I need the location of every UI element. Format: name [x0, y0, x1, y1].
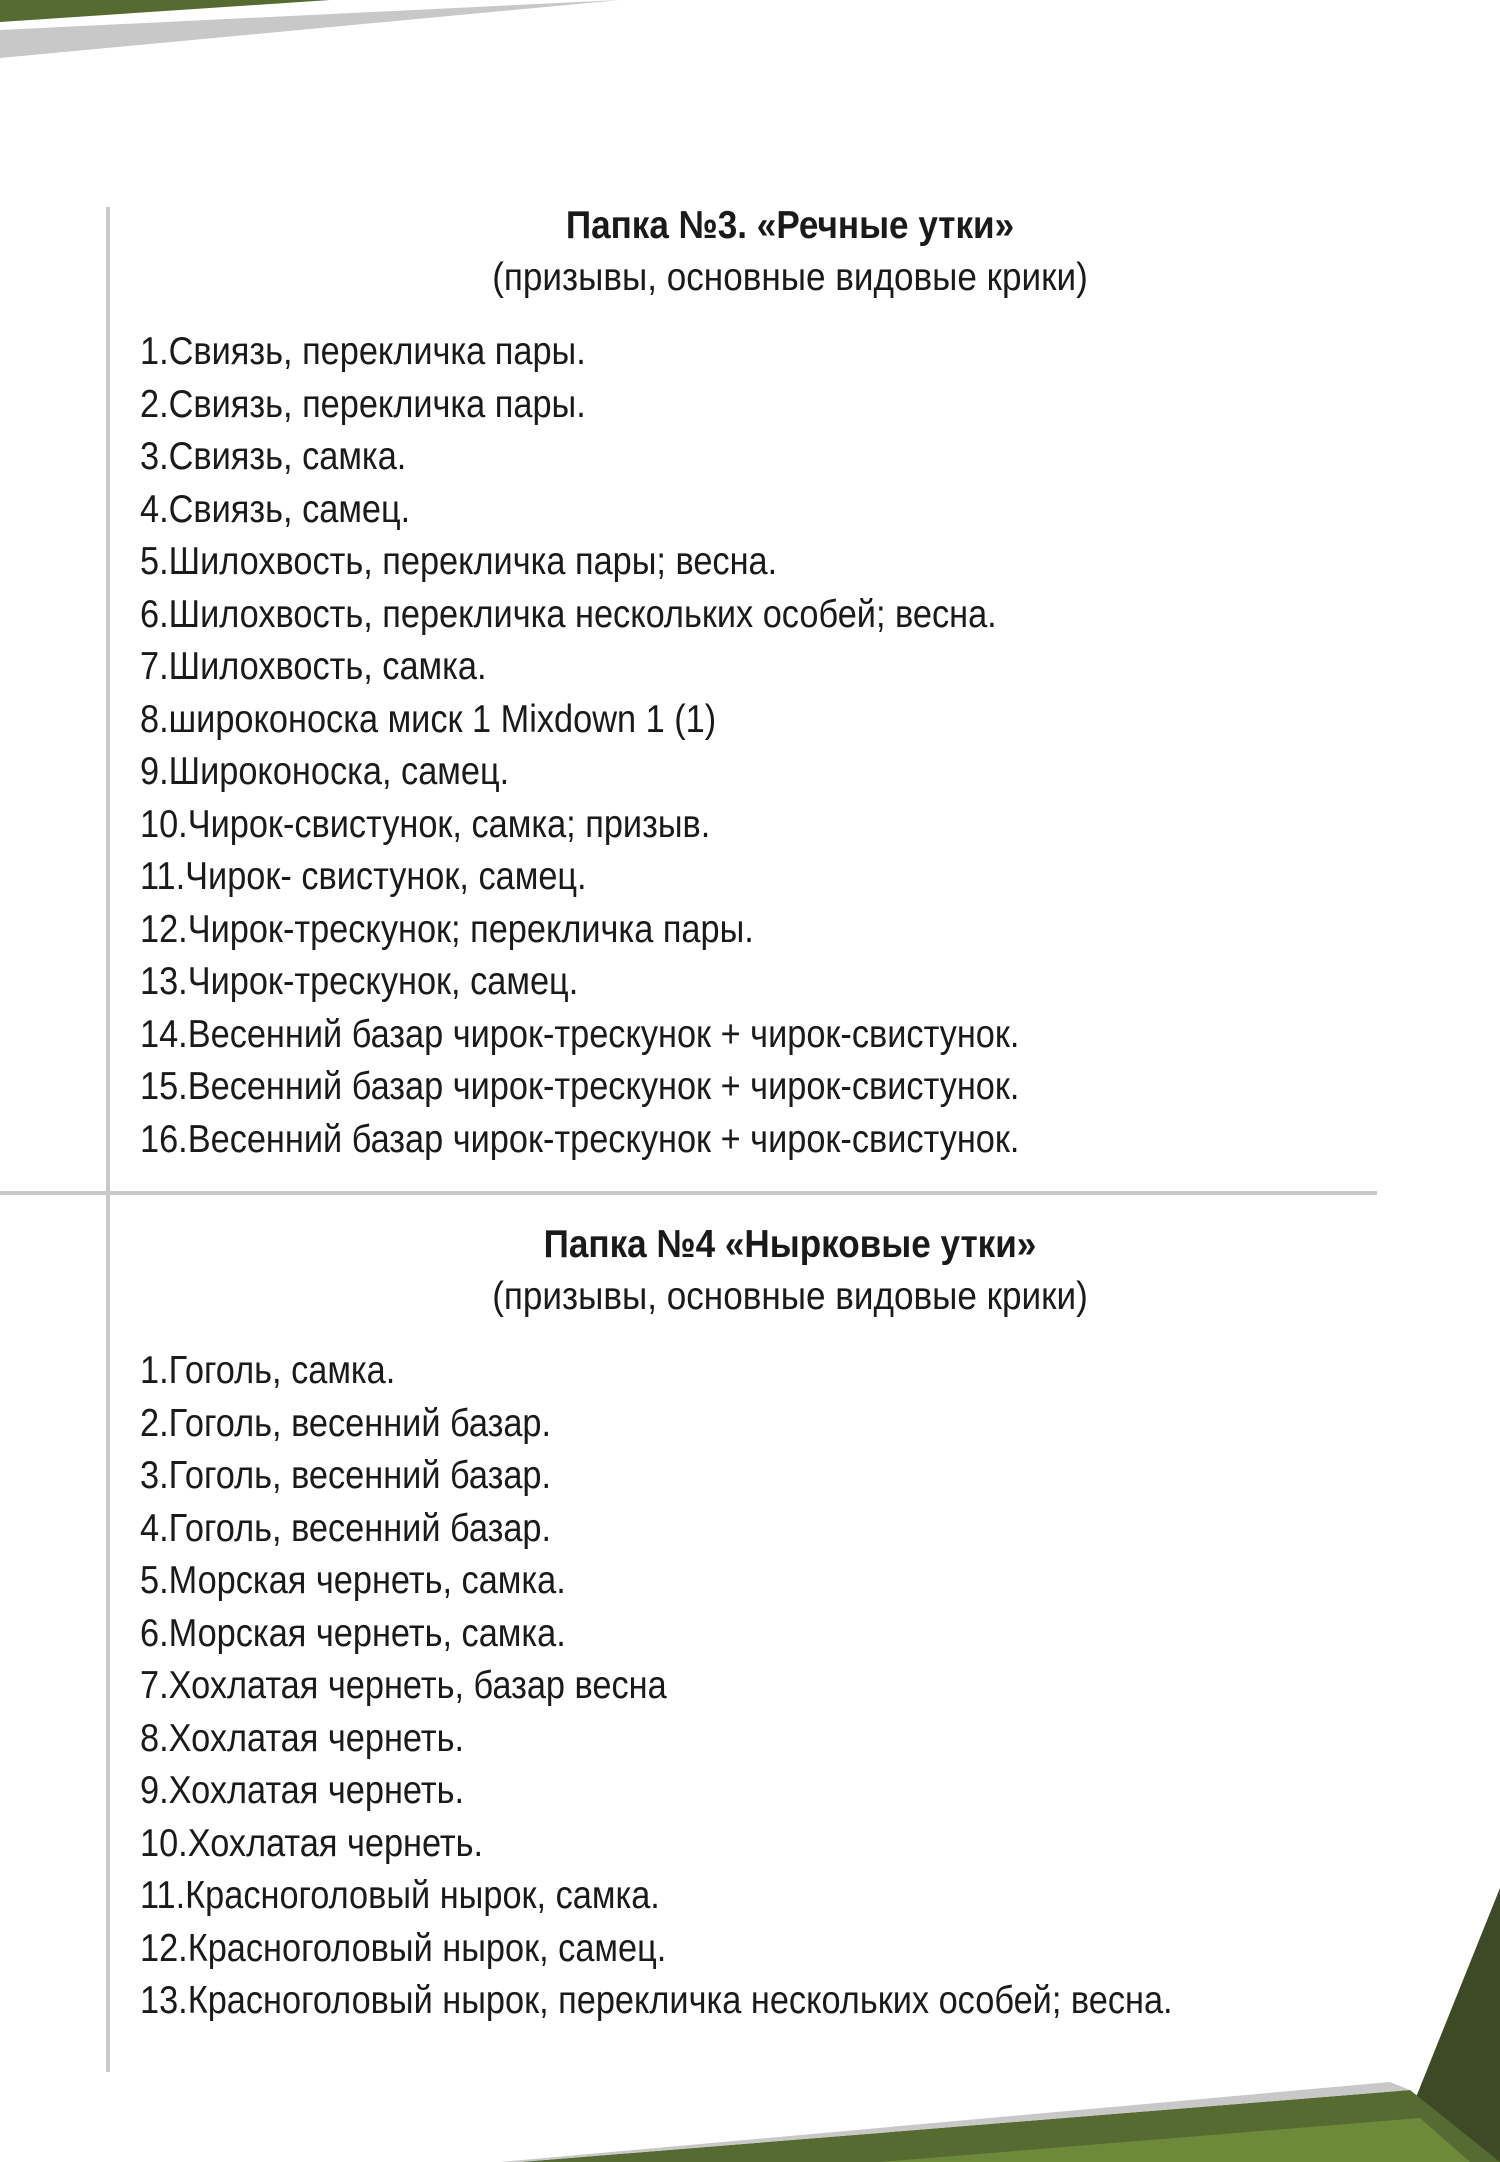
bottom-grey-stripe [500, 2082, 1410, 2162]
list-item: 10.Хохлатая чернеть. [140, 1821, 484, 1865]
list-item: 5.Шилохвость, перекличка пары; весна. [140, 540, 778, 583]
folder3-section [140, 200, 1380, 1166]
top-olive-stripe [0, 0, 330, 22]
folder4-section [140, 1219, 1380, 2028]
folder3-title: Папка №3. «Речные утки» [565, 204, 1015, 247]
list-item: 7.Хохлатая чернеть, базар весна [140, 1664, 667, 1707]
list-item: 6.Шилохвость, перекличка нескольких особей; весна. [140, 592, 997, 636]
list-item: 1.Гоголь, самка. [140, 1349, 396, 1392]
list-item: 4.Гоголь, весенний базар. [140, 1506, 552, 1550]
list-item: 14.Весенний базар чирок-трескунок + чирок-свистунок. [140, 1012, 1020, 1056]
folder4-subtitle: (призывы, основные видовые крики) [492, 1275, 1088, 1318]
list-item: 9.Широконоска, самец. [140, 750, 510, 793]
list-item: 3.Свиязь, самка. [140, 435, 407, 478]
list-item: 12.Чирок-трескунок; перекличка пары. [140, 907, 754, 951]
list-item: 7.Шилохвость, самка. [140, 645, 487, 688]
folder4-title: Папка №4 «Нырковые утки» [543, 1223, 1037, 1266]
list-item: 3.Гоголь, весенний базар. [140, 1454, 552, 1497]
list-item: 2.Гоголь, весенний базар. [140, 1401, 552, 1445]
list-item: 5.Морская чернеть, самка. [140, 1559, 566, 1602]
folder4-list [140, 1345, 1380, 2028]
list-item: 8.широконоска миск 1 Mixdown 1 (1) [140, 697, 717, 741]
list-item: 2.Свиязь, перекличка пары. [140, 382, 586, 426]
list-item: 8.Хохлатая чернеть. [140, 1716, 464, 1760]
list-item: 9.Хохлатая чернеть. [140, 1769, 464, 1812]
bottom-light-olive-stripe [880, 2118, 1470, 2162]
section-divider [0, 1191, 1377, 1195]
list-item: 1.Свиязь, перекличка пары. [140, 330, 586, 373]
list-item: 15.Весенний базар чирок-трескунок + чирок-свистунок. [140, 1065, 1020, 1108]
folder3-subtitle: (призывы, основные видовые крики) [492, 256, 1088, 299]
top-grey-stripe [0, 0, 620, 58]
list-item: 13.Красноголовый нырок, перекличка нескольких особей; весна. [140, 1979, 1173, 2022]
list-item: 4.Свиязь, самец. [140, 487, 411, 531]
list-item: 12.Красноголовый нырок, самец. [140, 1926, 667, 1970]
list-item: 16.Весенний базар чирок-трескунок + чирок-свистунок. [140, 1117, 1020, 1161]
list-item: 11.Чирок- свистунок, самец. [140, 855, 587, 898]
vertical-rule [106, 207, 110, 2072]
bottom-right-olive-shape [1390, 1888, 1500, 2162]
list-item: 6.Морская чернеть, самка. [140, 1611, 566, 1655]
list-item: 10.Чирок-свистунок, самка; призыв. [140, 802, 711, 846]
bottom-olive-stripe [520, 2090, 1500, 2162]
list-item: 13.Чирок-трескунок, самец. [140, 960, 579, 1003]
list-item: 11.Красноголовый нырок, самка. [140, 1874, 660, 1917]
folder3-list [140, 326, 1380, 1166]
